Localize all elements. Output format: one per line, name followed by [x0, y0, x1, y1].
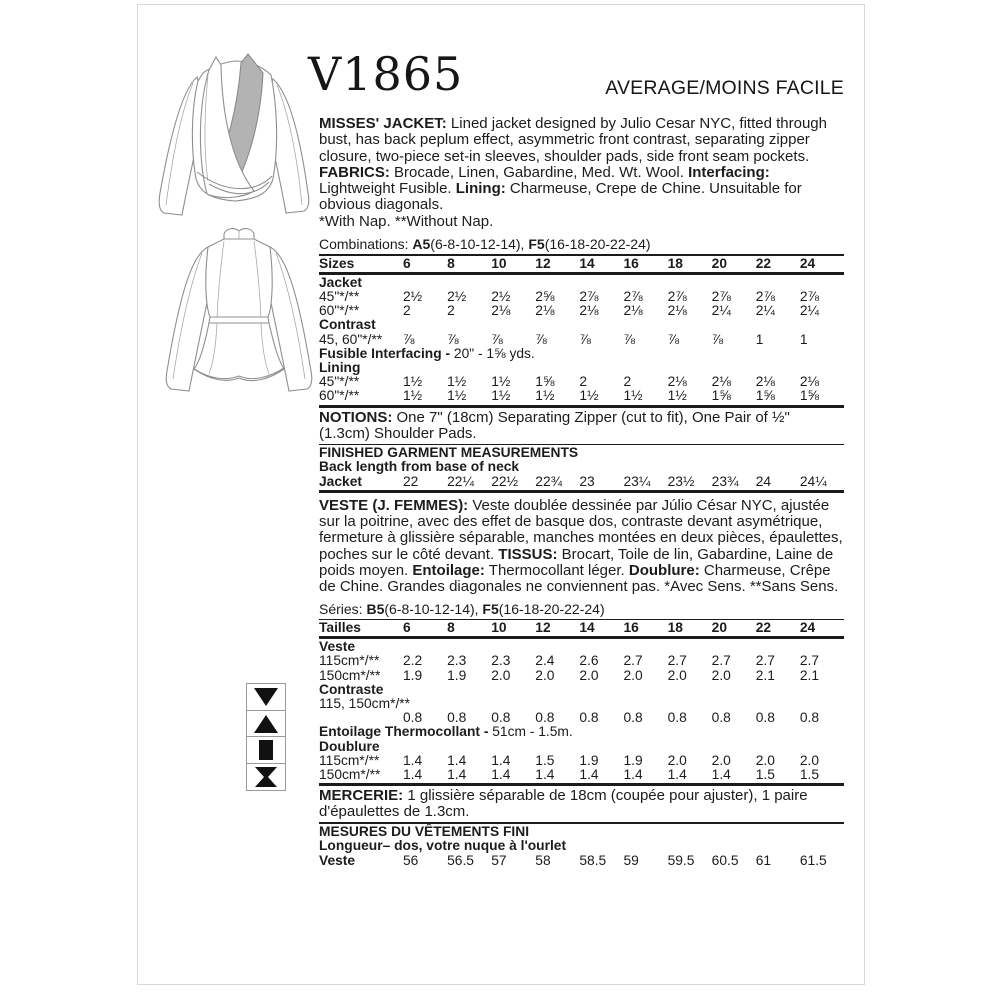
table-cell: 2.7: [623, 653, 643, 669]
table-cell: 2.4: [535, 653, 555, 669]
table-cell: 23: [579, 473, 595, 489]
content-column: [319, 116, 844, 868]
table-cell: 1.5: [535, 752, 555, 768]
table-cell: 2.7: [755, 653, 775, 669]
table-cell: 2.0: [491, 667, 511, 683]
table-cell: 60.5: [711, 852, 739, 868]
table-cell: 58.5: [579, 852, 607, 868]
text-run: Combinations:: [319, 236, 413, 253]
text-run: 1 glissière séparable de 18cm (coupée pour ajuster), 1 paire d'épaulettes de 1.3cm.: [319, 787, 808, 821]
table-section-label: Doublure: [319, 738, 380, 754]
table-cell: 2⅛: [579, 303, 599, 319]
table-cell: 59.5: [667, 852, 695, 868]
table-cell: 24¼: [799, 473, 827, 489]
table-cell: 24: [755, 473, 772, 489]
table-cell: 1⅝: [755, 388, 775, 404]
english-description: [319, 116, 844, 214]
text-run: Veste doublée dessinée par Júlio César NYC, ajustée sur la poitrine, avec des effet de basque dos, contraste devant asymétrique, fermeture à glissière séparable, manches montées en deux pièces, épaulettes, poches sur le côté devant.: [319, 496, 843, 563]
table-cell: 2.1: [755, 667, 775, 683]
table-cell: 18: [667, 255, 683, 271]
table-section-label: Back length from base of neck: [319, 459, 520, 475]
row-label: 115cm*/**: [319, 653, 380, 669]
row-label: Jacket: [319, 473, 362, 489]
table-cell: ⅞: [579, 331, 591, 347]
table-row: [319, 257, 844, 271]
table-cell: 1⅝: [711, 388, 731, 404]
text-run: MISSES' JACKET:: [319, 115, 447, 132]
table-section-label: Jacket: [319, 274, 362, 290]
text-run: F5: [482, 600, 499, 617]
table-cell: 1.4: [623, 767, 643, 783]
table-cell: 1½: [667, 388, 687, 404]
triangle-down-icon: [246, 683, 286, 711]
text-run: 20" - 1⅝ yds.: [453, 345, 535, 361]
table-cell: 2.3: [447, 653, 467, 669]
table-cell: 2⅛: [491, 303, 511, 319]
row-label: [319, 711, 403, 725]
table-cell: 24: [799, 620, 816, 635]
table-rule: [319, 272, 844, 275]
table-cell: 2.7: [711, 653, 731, 669]
table-cell: 56.5: [447, 852, 474, 868]
table-cell: ⅞: [447, 331, 459, 347]
table-cell: 18: [667, 620, 683, 635]
table-cell: 1.4: [491, 767, 511, 783]
text-run: Charmeuse, Crêpe de Chine. Grandes diagonales ne conviennent pas. *Avec Sens. **Sans Sens.: [319, 561, 839, 596]
table-row: [319, 333, 844, 347]
table-cell: 2¼: [755, 303, 775, 319]
table-cell: 2⅞: [667, 288, 687, 304]
row-label: 45, 60"*/**: [319, 331, 383, 347]
table-cell: 2⅛: [623, 303, 643, 319]
table-cell: 0.8: [799, 710, 820, 726]
table-cell: 8: [447, 255, 455, 271]
table-cell: 2⅛: [711, 374, 731, 390]
pattern-envelope-back: [137, 4, 865, 985]
text-run: B5: [366, 600, 385, 617]
table-cell: 10: [491, 255, 507, 271]
table-section-label: Contrast: [319, 317, 376, 333]
table-row: [319, 711, 844, 725]
table-cell: 1.4: [535, 767, 555, 783]
table-cell: 2⅛: [667, 374, 687, 390]
table-cell: 1.9: [447, 667, 467, 683]
table-cell: 1: [755, 331, 764, 347]
text-run: Brocart, Toile de lin, Gabardine, Laine de poids moyen.: [319, 545, 834, 579]
row-label: Tailles: [319, 620, 361, 635]
text-run: Séries:: [319, 600, 367, 617]
table-cell: 6: [403, 255, 411, 271]
table-cell: 1.4: [447, 767, 467, 783]
french-description: [319, 498, 844, 596]
table-cell: 1.4: [579, 767, 599, 783]
table-cell: ⅞: [667, 331, 680, 347]
table-cell: 1.5: [755, 767, 775, 783]
table-cell: 22: [403, 473, 419, 489]
table-row: [319, 389, 844, 403]
row-label: Veste: [319, 852, 356, 868]
table-cell: 57: [491, 852, 507, 868]
table-cell: 0.8: [535, 710, 555, 726]
table-cell: 61.5: [799, 852, 827, 868]
table-cell: 22½: [491, 473, 519, 489]
table-cell: 2⅞: [623, 288, 643, 304]
table-cell: 0.8: [403, 710, 423, 726]
table-cell: ⅞: [623, 331, 635, 347]
difficulty-label: AVERAGE/MOINS FACILE: [605, 77, 844, 99]
triangle-up-icon: [246, 710, 286, 738]
table-span-row: [319, 347, 844, 361]
table-section-label: Contraste: [319, 681, 384, 697]
table-row: [319, 375, 844, 389]
table-cell: 56: [403, 852, 419, 868]
table-section-label: Veste: [319, 639, 356, 655]
text-run: VESTE (J. FEMMES):: [319, 496, 469, 514]
table-cell: ⅞: [535, 331, 547, 347]
table-cell: 2.0: [623, 667, 643, 683]
table-rule: [319, 783, 844, 786]
english-yardage-table: [319, 254, 844, 493]
table-cell: 2.0: [711, 667, 731, 683]
row-label: 45"*/**: [319, 288, 360, 304]
table-cell: 2⅛: [799, 374, 820, 390]
table-cell: 2⅞: [711, 288, 731, 304]
table-cell: 2.0: [667, 752, 687, 768]
table-cell: 2.3: [491, 653, 511, 669]
table-cell: 2¼: [711, 303, 731, 319]
text-run: Doublure:: [628, 561, 700, 579]
hourglass-icon: [246, 763, 286, 791]
table-rule: [319, 405, 844, 408]
table-cell: 59: [623, 852, 639, 868]
table-row: [319, 754, 844, 768]
text-run: Fusible Interfacing -: [319, 345, 454, 361]
table-cell: 2½: [403, 288, 423, 304]
table-cell: 16: [623, 255, 639, 271]
text-run: Charmeuse, Crepe de Chine. Unsuitable for obvious diagonals.: [319, 180, 802, 214]
table-cell: 1½: [491, 388, 511, 404]
table-section-label: FINISHED GARMENT MEASUREMENTS: [319, 445, 579, 461]
table-cell: 2.7: [799, 653, 820, 669]
table-cell: 1.4: [667, 767, 687, 783]
table-rule: [319, 490, 844, 493]
table-cell: 2.0: [799, 752, 820, 768]
table-cell: 20: [711, 620, 728, 635]
table-row: [319, 669, 844, 683]
text-run: Thermocollant léger.: [484, 561, 629, 579]
series-line: [319, 602, 844, 617]
table-cell: 2⅛: [535, 303, 555, 319]
table-cell: 2⅝: [535, 288, 555, 304]
table-row: [319, 304, 844, 318]
table-cell: 0.8: [711, 710, 731, 726]
table-span-row: [319, 725, 844, 739]
table-cell: 8: [447, 620, 455, 635]
table-cell: 1.4: [403, 752, 423, 768]
table-cell: 2.0: [755, 752, 775, 768]
table-cell: 2.0: [535, 667, 555, 683]
french-yardage-table: [319, 619, 844, 868]
table-cell: 1.4: [447, 752, 467, 768]
table-cell: 1.9: [403, 667, 423, 683]
text-run: One 7" (18cm) Separating Zipper (cut to fit), One Pair of ½" (1.3cm) Shoulder Pads.: [319, 408, 790, 442]
table-cell: 2.1: [799, 667, 820, 683]
jacket-front-illustration: [151, 43, 321, 223]
table-cell: 2⅞: [579, 288, 599, 304]
figure-symbols: [246, 685, 286, 791]
text-run: Interfacing:: [688, 163, 770, 181]
table-cell: 24: [799, 255, 816, 271]
table-cell: 20: [711, 255, 728, 271]
table-cell: 1: [799, 331, 808, 347]
text-run: TISSUS:: [498, 545, 558, 563]
table-cell: 1.4: [491, 752, 511, 768]
table-cell: 0.8: [447, 710, 467, 726]
table-cell: 58: [535, 852, 551, 868]
text-run: F5: [528, 236, 545, 253]
table-cell: 2: [403, 303, 411, 319]
table-cell: 23½: [667, 473, 695, 489]
table-section-label: Longueur– dos, votre nuque à l'ourlet: [319, 838, 567, 854]
table-row: [319, 621, 844, 635]
table-cell: ⅞: [403, 331, 415, 347]
table-cell: 10: [491, 620, 507, 635]
text-run: Brocade, Linen, Gabardine, Med. Wt. Wool.: [389, 163, 689, 181]
table-cell: 2.7: [667, 653, 687, 669]
table-cell: 2: [623, 374, 632, 390]
table-cell: 12: [535, 620, 551, 635]
text-run: Lined jacket designed by Julio Cesar NYC, fitted through bust, has back peplum effect, asymmetric front contrast, separating zipper closure, two-piece set-in sleeves, shoulder pads, side front seam pockets.: [319, 115, 827, 165]
text-run: MERCERIE:: [319, 787, 404, 805]
table-cell: 1½: [403, 374, 423, 390]
table-row: [319, 768, 844, 782]
text-run: (6-8-10-12-14),: [384, 600, 483, 617]
text-run: Lining:: [455, 180, 506, 198]
table-cell: 2⅛: [755, 374, 775, 390]
pattern-number: V1865: [308, 47, 464, 101]
table-note: [319, 788, 844, 820]
table-cell: 1½: [579, 388, 599, 404]
table-cell: 1⅝: [535, 374, 555, 390]
table-cell: 16: [623, 620, 639, 635]
table-cell: 2½: [491, 288, 511, 304]
table-cell: 22¼: [447, 473, 474, 489]
table-cell: 1½: [447, 388, 467, 404]
row-label: 60"*/**: [319, 303, 360, 319]
table-cell: 2: [447, 303, 455, 319]
text-run: (6-8-10-12-14),: [430, 236, 529, 253]
text-run: (16-18-20-22-24): [544, 236, 651, 253]
table-cell: 2¼: [799, 303, 820, 319]
nap-note: *With Nap. **Without Nap.: [319, 212, 494, 230]
table-note: [319, 410, 844, 442]
table-cell: 0.8: [491, 710, 511, 726]
table-cell: 1½: [491, 374, 511, 390]
table-cell: 23¾: [711, 473, 739, 489]
table-rule: [319, 636, 844, 639]
text-run: Entoilage Thermocollant -: [319, 724, 493, 740]
text-run: 51cm - 1.5m.: [492, 724, 573, 740]
table-cell: 0.8: [623, 710, 643, 726]
row-label: 150cm*/**: [319, 767, 381, 783]
row-label: 60"*/**: [319, 388, 360, 404]
row-label: Sizes: [319, 255, 355, 271]
table-cell: ⅞: [711, 331, 724, 347]
text-run: NOTIONS:: [319, 408, 393, 426]
table-row: [319, 475, 844, 489]
table-cell: 12: [535, 255, 551, 271]
table-cell: 2½: [447, 288, 467, 304]
table-section-label: 115, 150cm*/**: [319, 696, 411, 712]
table-section-label: MESURES DU VÊTEMENTS FINI: [319, 824, 530, 840]
table-cell: 1½: [535, 388, 555, 404]
row-label: 150cm*/**: [319, 667, 381, 683]
table-cell: 1½: [447, 374, 467, 390]
table-cell: 22: [755, 620, 772, 635]
text-run: FABRICS:: [319, 163, 390, 181]
table-cell: 2.2: [403, 653, 423, 669]
rectangle-icon: [246, 736, 286, 764]
text-run: Lightweight Fusible.: [319, 180, 456, 198]
table-cell: 1½: [403, 388, 423, 404]
text-run: (16-18-20-22-24): [498, 600, 605, 617]
table-cell: 2: [579, 374, 588, 390]
table-section-label: Lining: [319, 360, 361, 375]
row-label: 115cm*/**: [319, 752, 380, 768]
table-cell: ⅞: [491, 331, 503, 347]
table-cell: 2⅛: [667, 303, 687, 319]
table-cell: 61: [755, 852, 772, 868]
table-cell: 23¼: [623, 473, 651, 489]
table-cell: 0.8: [755, 710, 775, 726]
table-cell: 2⅞: [799, 288, 820, 304]
table-cell: 2.6: [579, 653, 599, 669]
table-row: [319, 654, 844, 668]
table-cell: 14: [579, 620, 595, 635]
table-cell: 1.9: [579, 752, 599, 768]
table-row: [319, 854, 844, 868]
table-cell: 1.9: [623, 752, 643, 768]
table-cell: 2⅞: [755, 288, 775, 304]
table-cell: 1⅝: [799, 388, 820, 404]
table-cell: 14: [579, 255, 595, 271]
jacket-back-illustration: [154, 221, 326, 401]
table-cell: 2.0: [667, 667, 687, 683]
table-cell: 22¾: [535, 473, 563, 489]
combinations-line: [319, 237, 844, 252]
table-cell: 1.4: [403, 767, 423, 783]
row-label: 45"*/**: [319, 374, 360, 390]
table-cell: 1.4: [711, 767, 731, 783]
table-cell: 22: [755, 255, 772, 271]
text-run: A5: [412, 236, 431, 253]
text-run: Entoilage:: [412, 561, 485, 579]
table-cell: 0.8: [579, 710, 599, 726]
table-cell: 1½: [623, 388, 643, 404]
table-cell: 2.0: [579, 667, 599, 683]
table-row: [319, 290, 844, 304]
table-cell: 2.0: [711, 752, 731, 768]
table-cell: 1.5: [799, 767, 820, 783]
table-cell: 6: [403, 620, 411, 635]
table-cell: 0.8: [667, 710, 687, 726]
